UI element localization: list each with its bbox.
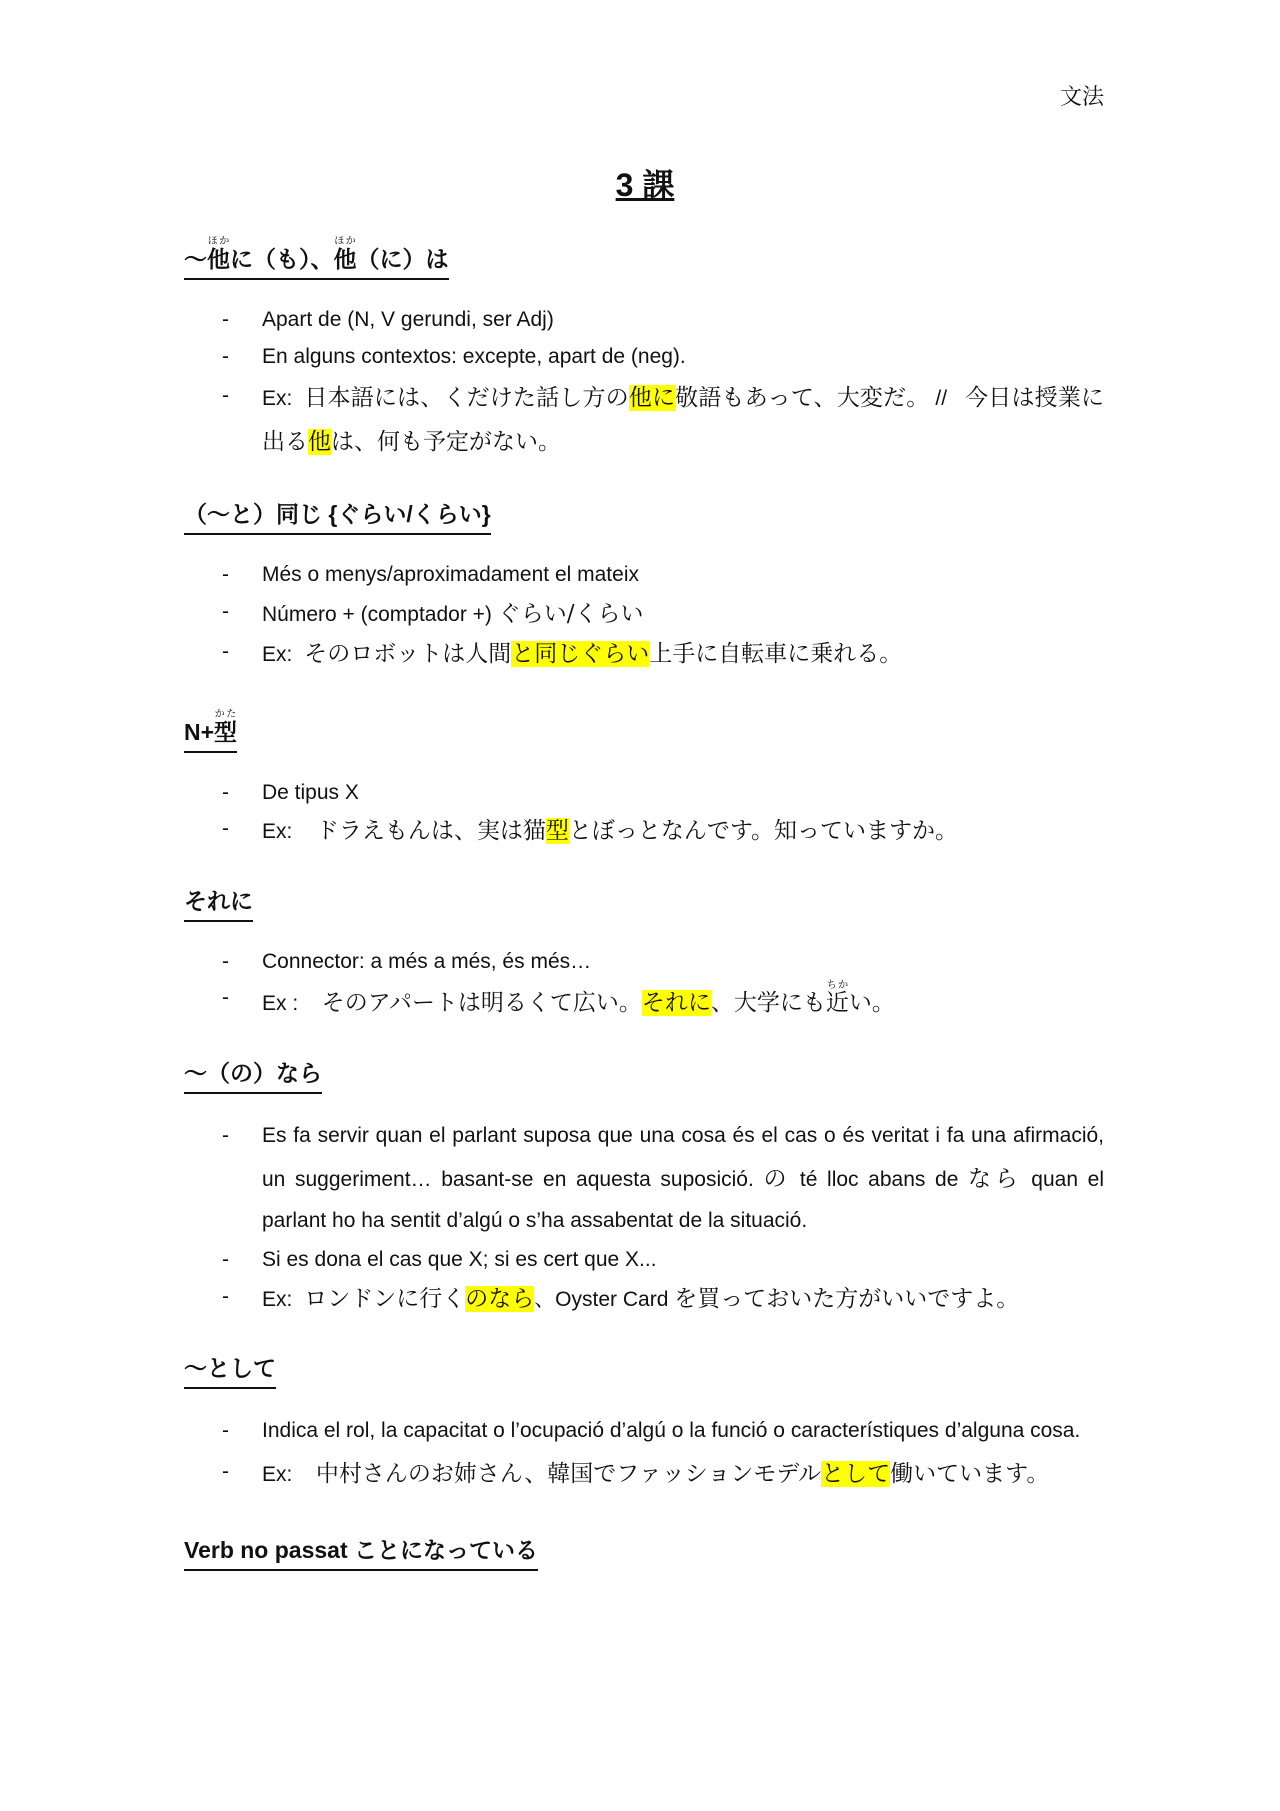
section-soreni xyxy=(184,886,1104,1024)
ruby-kata xyxy=(214,708,238,745)
highlight: のなら xyxy=(465,1286,535,1313)
example-text: 敬語もあって、大変だ。 xyxy=(675,384,930,411)
list-item: - Si es dona el cas que X; si es cert que X... xyxy=(184,1242,1104,1279)
bullet-list xyxy=(184,302,1104,465)
heading-jp: ことになっている xyxy=(354,1537,539,1564)
ruby-base: 近 xyxy=(825,990,849,1017)
example-text: を買っておいた方がいいですよ。 xyxy=(674,1286,1020,1313)
section-heading xyxy=(184,236,449,280)
list-item: - Apart de (N, V gerundi, ser Adj) xyxy=(184,302,1104,339)
section-hoka-ni xyxy=(184,236,1104,465)
heading-text: 〜 xyxy=(184,246,207,272)
highlight: 他に xyxy=(628,384,676,411)
example-label: Ex: xyxy=(262,1463,293,1487)
bullet-list xyxy=(184,1411,1104,1497)
ruby-reading: ほか xyxy=(333,236,357,247)
example-text: ドラえもんは、実は猫 xyxy=(315,818,546,845)
section-heading-koto-ni-natteiru xyxy=(184,1535,538,1571)
page-header-label: 文法 xyxy=(1059,85,1104,110)
bullet-list xyxy=(184,1116,1104,1320)
section-heading: （〜と）同じ {ぐらい/くらい} xyxy=(184,499,491,535)
example-text: い。 xyxy=(848,990,895,1017)
ruby-chika xyxy=(825,980,849,1017)
heading-text: Verb no passat xyxy=(184,1537,348,1564)
bullet-list xyxy=(184,944,1104,1024)
ruby-hoka xyxy=(207,236,230,272)
highlight: 型 xyxy=(545,818,569,845)
description-jp: なら xyxy=(968,1165,1022,1192)
example-text: 上手に自転車に乗れる。 xyxy=(649,641,903,668)
list-item: - Indica el rol, la capacitat o l’ocupació d’algú o la funció o característiques d’alguna cosa. xyxy=(184,1411,1104,1452)
ruby-reading: ちか xyxy=(825,980,849,992)
description-jp: の xyxy=(763,1165,791,1192)
example-text: 今日は授業に出る xyxy=(262,384,1104,456)
bullet-list xyxy=(184,775,1104,852)
example-text: 日本語には、くだけた話し方の xyxy=(304,384,629,411)
example-label: Ex: xyxy=(262,643,293,667)
bullet-list xyxy=(184,557,1104,674)
document-content xyxy=(184,236,1104,1571)
example-label: Ex : xyxy=(262,992,299,1016)
section-heading: それに xyxy=(184,886,253,922)
ruby-reading: かた xyxy=(214,708,238,720)
example-item xyxy=(184,811,1104,851)
example-item xyxy=(184,376,1104,466)
example-separator: // xyxy=(935,386,948,410)
ruby-hoka xyxy=(333,236,357,272)
example-text: 中村さんのお姉さん、韓国でファッションモデル xyxy=(315,1461,822,1488)
ruby-base: 他 xyxy=(333,246,357,272)
section-heading xyxy=(184,709,237,753)
example-item xyxy=(184,1452,1104,1497)
ruby-base: 他 xyxy=(207,246,230,272)
highlight: 他 xyxy=(308,429,331,456)
description-item xyxy=(184,1116,1104,1243)
section-onaji-gurai xyxy=(184,499,1104,674)
heading-text: に（も）、 xyxy=(230,246,334,272)
list-item xyxy=(184,594,1104,634)
example-item xyxy=(184,980,1104,1023)
example-text: 働いています。 xyxy=(890,1461,1050,1488)
ruby-base: 型 xyxy=(214,718,238,745)
section-nara xyxy=(184,1058,1104,1320)
example-text: とぼっとなんです。知っていますか。 xyxy=(568,818,959,845)
description-text: quan el parlant ho ha sentit d’algú o s’ha assabentat de la situació. xyxy=(262,1167,1104,1233)
example-item xyxy=(184,1279,1104,1319)
list-item: - Més o menys/aproximadament el mateix xyxy=(184,557,1104,594)
section-heading: 〜（の）なら xyxy=(184,1058,322,1094)
example-text: は、何も予定がない。 xyxy=(331,429,561,456)
list-item: - En alguns contextos: excepte, apart de (neg). xyxy=(184,339,1104,376)
example-label: Ex: xyxy=(262,386,293,410)
example-text: そのロボットは人間 xyxy=(304,641,512,668)
heading-text: N+ xyxy=(184,718,215,745)
description-text: Es fa servir quan el parlant suposa que una cosa és el cas o és veritat i fa una afirmació, un suggeriment… basant-se en aquesta suposició. xyxy=(262,1123,1104,1191)
heading-text: （に）は xyxy=(356,246,449,272)
highlight: として xyxy=(821,1461,891,1488)
highlight: それに xyxy=(641,990,711,1017)
section-heading: 〜として xyxy=(184,1353,276,1389)
example-text: 、大学にも xyxy=(710,990,826,1017)
list-item-text: Número + (comptador +) xyxy=(262,603,492,627)
section-toshite xyxy=(184,1353,1104,1497)
example-label: Ex: xyxy=(262,1288,293,1312)
example-text: 、Oyster Card xyxy=(534,1288,669,1312)
example-text: そのアパートは明るくて広い。 xyxy=(321,990,642,1017)
page-title: 3 課 xyxy=(615,167,675,203)
section-n-kata xyxy=(184,709,1104,852)
list-item: - De tipus X xyxy=(184,775,1104,812)
ruby-reading: ほか xyxy=(207,236,230,247)
list-item: - Connector: a més a més, és més… xyxy=(184,944,1104,981)
list-item-jp: ぐらい/くらい xyxy=(497,601,644,628)
example-item xyxy=(184,634,1104,674)
description-text: té lloc abans de xyxy=(799,1167,959,1191)
highlight: と同じぐらい xyxy=(511,641,650,668)
example-label: Ex: xyxy=(262,820,293,844)
example-text: ロンドンに行く xyxy=(304,1286,466,1313)
